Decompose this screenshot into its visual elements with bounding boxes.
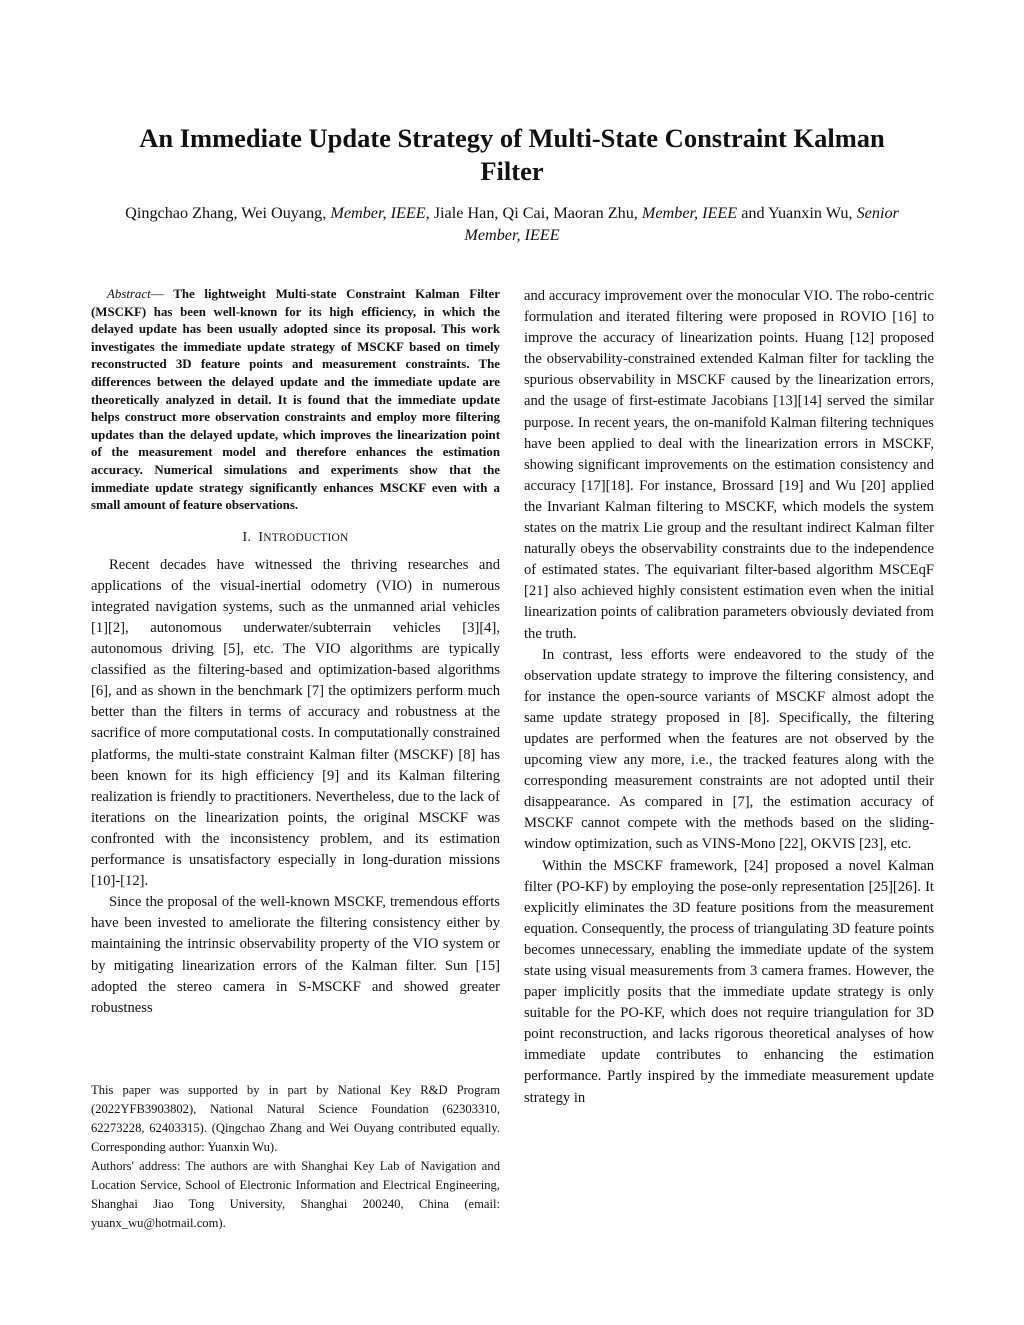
author-names-1: Qingchao Zhang, Wei Ouyang, (125, 204, 331, 222)
footnote (91, 1081, 500, 1233)
author-role-1: Member, IEEE (330, 204, 426, 222)
abstract (91, 286, 500, 515)
abstract-text: The lightweight Multi-state Constraint Kalman Filter (MSCKF) has been well-known for its high efficiency, in which the delayed update has been usually adopted since its proposal. This work investigates the immediate update strategy of MSCKF based on timely reconstructed 3D feature points and measurement constraints. The differences between the delayed update and the immediate update are theoretically analyzed in detail. It is found that the immediate update helps construct more observation constraints and employ more filtering updates than the delayed update, which improves the linearization point of the measurement model and therefore enhances the estimation accuracy. Numerical simulations and experiments show that the immediate update strategy significantly enhances MSCKF even with a small amount of feature observations. (91, 287, 500, 513)
section-title-rest: NTRODUCTION (263, 531, 349, 544)
paper-title: An Immediate Update Strategy of Multi-State Constraint Kalman Filter (139, 123, 885, 186)
right-paragraph-1: and accuracy improvement over the monocular VIO. The robo-centric formulation and iterated filtering were proposed in ROVIO [16] to improve the accuracy of linearization points. Huang [12] proposed the observability-constrained extended Kalman filter for tackling the spurious observability in MSCKF caused by the linearization errors, and the usage of first-estimate Jacobians [13][14] served the similar purpose. In recent years, the on-manifold Kalman filtering techniques have been applied to deal with the linearization errors in MSCKF, showing significant improvements on the estimation consistency and accuracy [17][18]. For instance, Brossard [19] and Wu [20] applied the Invariant Kalman filtering to MSCKF, which models the system states on the matrix Lie group and the resultant indirect Kalman filter naturally obeys the observability constraints due to the independence of estimated states. The equivariant filter-based algorithm MSCEqF [21] also achieved highly consistent estimation even when the initial linearization points of calibration parameters obviously deviated from the truth. (524, 288, 934, 642)
right-column (524, 286, 934, 1109)
abstract-lead: Abstract (107, 287, 151, 301)
right-paragraph-3: Within the MSCKF framework, [24] proposed a novel Kalman filter (PO-KF) by employing the pose-only representation [25][26]. It explicitly eliminates the 3D feature positions from the measurement equation. Consequently, the process of triangulating 3D feature points becomes unnecessary, enabling the immediate update of the system state using visual measurements from 3 camera frames. However, the paper implicitly posits that the immediate update strategy is only suitable for the PO-KF, which does not require triangulation for 3D point reconstruction, and lacks rigorous theoretical analyses of how immediate update contributes to enhancing the estimation performance. Partly inspired by the immediate measurement update strategy in (524, 857, 934, 1106)
author-names-3: and Yuanxin Wu, (737, 204, 857, 222)
author-names-2: , Jiale Han, Qi Cai, Maoran Zhu, (425, 204, 642, 222)
section-heading-introduction (91, 530, 500, 546)
footnote-funding: This paper was supported by in part by National Key R&D Program (2022YFB3903802), National Natural Science Foundation (62303310, 62273228, 62403315). (Qingchao Zhang and Wei Ouyang contributed equally. Corresponding author: Yuanxin Wu). (91, 1083, 500, 1154)
intro-paragraph-2: Since the proposal of the well-known MSCKF, tremendous efforts have been invested to ameliorate the filtering consistency either by maintaining the intrinsic observability property of the VIO system or by mitigating linearization errors of the Kalman filter. Sun [15] adopted the stereo camera in S-MSCKF and showed greater robustness (91, 894, 500, 1016)
author-role-3: Senior Member, IEEE (464, 204, 899, 244)
author-role-2: Member, IEEE (641, 204, 738, 222)
footnote-address: Authors' address: The authors are with Shanghai Key Lab of Navigation and Location Service, School of Electronic Information and Electrical Engineering, Shanghai Jiao Tong University, Shanghai 200240, China (email: yuanx_wu@hotmail.com). (91, 1159, 500, 1230)
section-number: I. (242, 529, 252, 545)
section-title-initial: I (258, 529, 264, 545)
right-paragraph-2: In contrast, less efforts were endeavored to the study of the observation update strategy to improve the filtering consistency, and for instance the open-source variants of MSCKF almost adopt the same update strategy proposed in [8]. Specifically, the filtering updates are performed when the features are not observed by the upcoming view any more, i.e., the tracked features along with the corresponding measurement constraints are not adopted until their disappearance. As compared in [7], the estimation accuracy of MSCKF cannot compete with the methods based on the sliding-window optimization, such as VINS-Mono [22], OKVIS [23], etc. (524, 646, 934, 853)
left-column (91, 286, 500, 1019)
intro-paragraph-1: Recent decades have witnessed the thriving researches and applications of the visual-inertial odometry (VIO) in numerous integrated navigation systems, such as the unmanned arial vehicles [1][2], autonomous underwater/subterrain vehicles [3][4], autonomous driving [5], etc. The VIO algorithms are typically classified as the filtering-based and optimization-based algorithms [6], and as shown in the benchmark [7] the optimizers perform much better than the filters in terms of accuracy and robustness at the sacrifice of more computational costs. In computationally constrained platforms, the multi-state constraint Kalman filter (MSCKF) [8] has been known for its high efficiency [9] and its Kalman filtering realization is friendly to practitioners. Nevertheless, due to the lack of iterations on the linearization points, the original MSCKF was confronted with the inconsistency problem, and its estimation performance is unsatisfactory especially in long-duration missions [10]-[12]. (91, 556, 500, 890)
abstract-dash: — (150, 287, 174, 301)
author-list (120, 202, 904, 246)
